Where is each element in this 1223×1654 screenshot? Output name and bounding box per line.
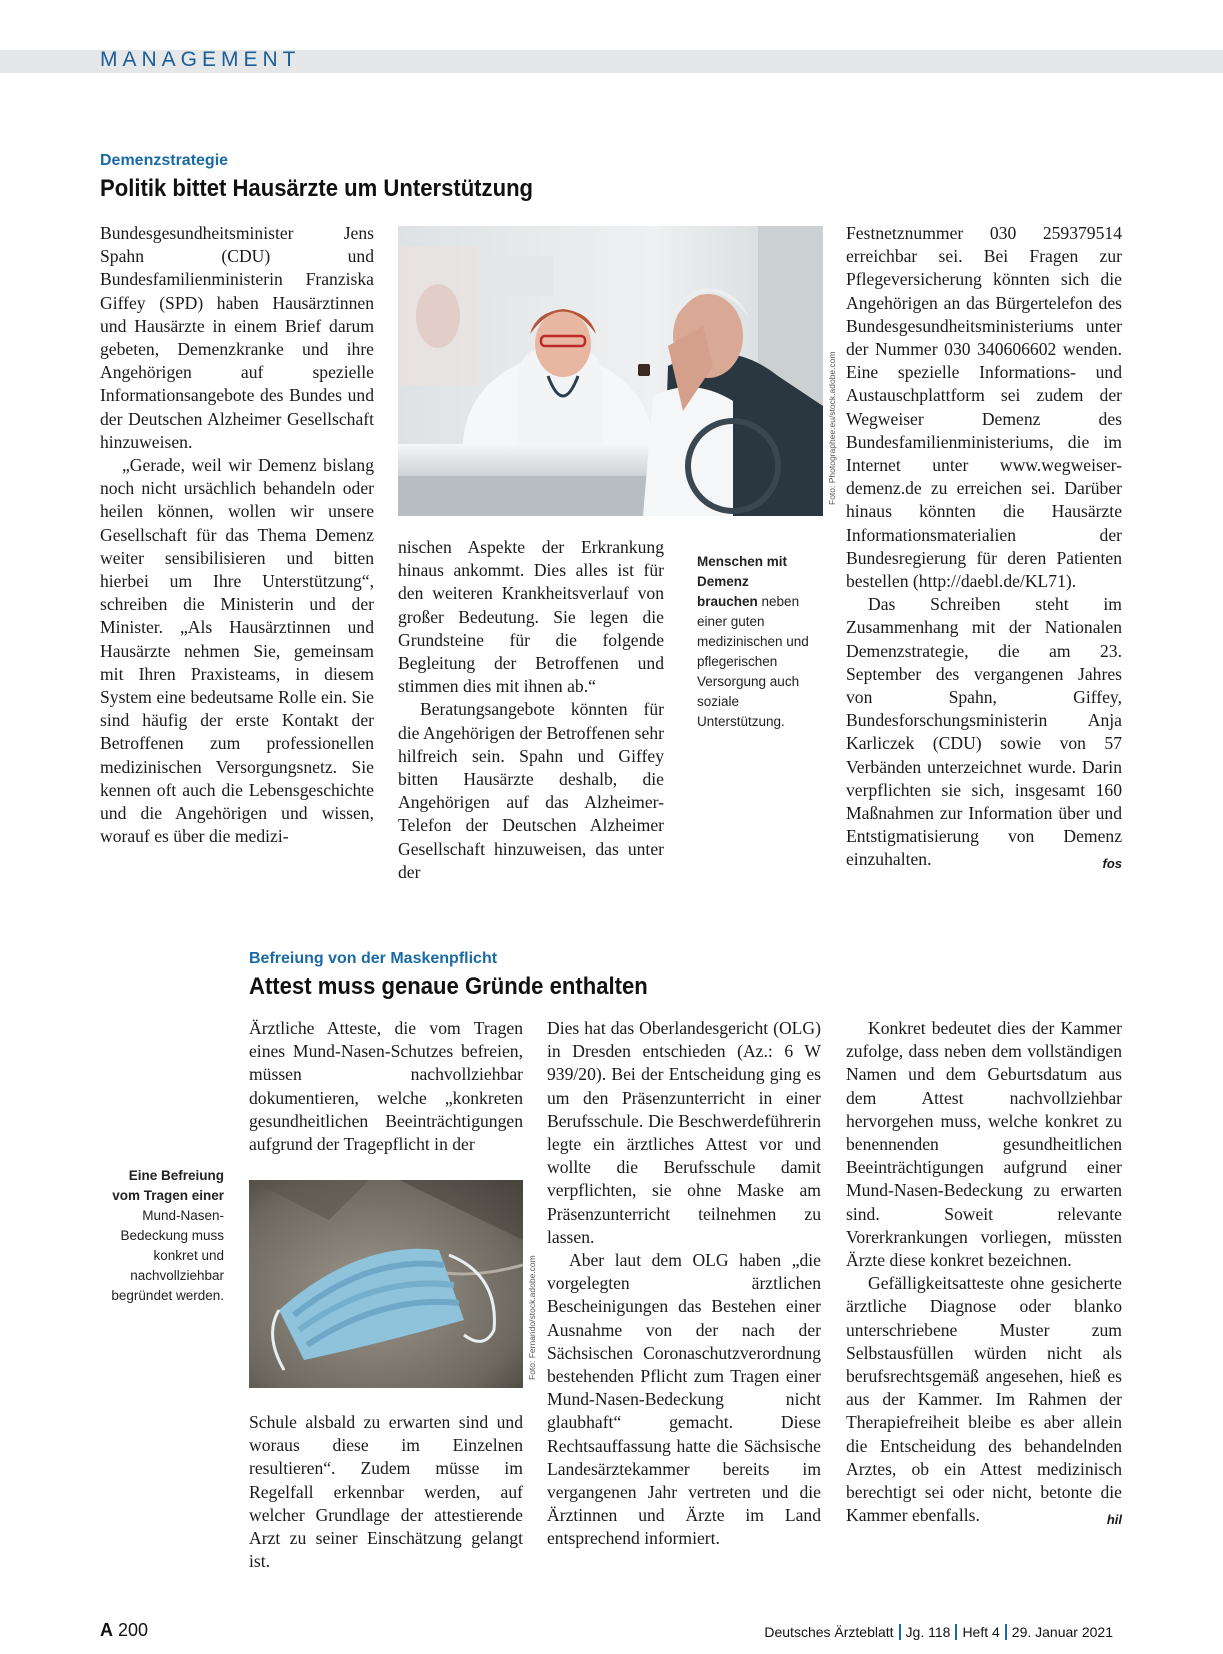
divider bbox=[1005, 1624, 1007, 1640]
paragraph: „Gerade, weil wir Demenz bislang noch nicht ursächlich behandeln oder heilen können, wollen wir unsere Gesellschaft für das Thema Demenz weiter sensibilisieren und bitten hierbei um Ihre Unterstützung“, schreiben die Ministerin und der Minister. „Als Hausärztinnen und Hausärzte nehmen Sie, gemeinsam mit Ihren Praxisteams, in diesem System eine bedeutsame Rolle ein. Sie sind häufig der erste Kontakt der Betroffenen zum professionellen medizinischen Versorgungsnetz. Sie kennen oft auch die Lebensgeschichte und die Angehörigen und wissen, worauf es über die medizi- bbox=[100, 455, 374, 847]
paragraph: Aber laut dem OLG haben „die vorgelegten ärztlichen Bescheinigungen das Bestehen einer Ausnahme von der nach der Sächsischen Coronaschutzverordnung bestehenden Pflicht zum Tragen einer Mund-Nasen-Bedeckung nicht glaubhaft“ gemacht. Diese Rechtsauffassung hatte die Sächsische Landesärztekammer bereits im vergangenen Jahr vertreten und die Ärztinnen und Ärzte im Land entsprechend informiert. bbox=[547, 1250, 821, 1549]
caption-lead: Menschen mit Demenz brauchen bbox=[697, 554, 788, 609]
article1-kicker: Demenzstrategie bbox=[100, 152, 229, 169]
article1-photo-credit: Foto: Photographee.eu/stock.adobe.com bbox=[827, 351, 837, 505]
paragraph: Schule alsbald zu erwarten sind und woraus diese im Einzelnen resultieren“. Zudem müsse im Regelfall erkennbar werden, auf welcher Grundlage der attestierende Arzt zu seiner Einschätzung gelangt ist. bbox=[249, 1412, 523, 1572]
page-prefix: A bbox=[100, 1620, 113, 1640]
article1-headline: Politik bittet Hausärzte um Unterstützung bbox=[100, 175, 534, 202]
divider bbox=[955, 1624, 957, 1640]
page-number bbox=[100, 1620, 148, 1641]
article2-kicker: Befreiung von der Maskenpflicht bbox=[249, 950, 498, 967]
paragraph: Dies hat das Oberlandesgericht (OLG) in Dresden entschieden (Az.: 6 W 939/20). Bei der Entscheidung ging es um den Präsenzunterricht in einer Berufsschule. Die Beschwerdeführerin legte ein ärztliches Attest vor und wollte die Berufsschule damit verpflichten, sie ohne Maske am Präsenzunterricht teilnehmen zu lassen. bbox=[547, 1018, 821, 1247]
caption-text: neben einer guten medizinischen und pflegerischen Versorgung auch soziale Unterstützung. bbox=[697, 594, 809, 729]
caption-text: Mund-Nasen-Bedeckung muss konkret und nachvollziehbar begründet werden. bbox=[111, 1208, 224, 1303]
divider bbox=[899, 1624, 901, 1640]
article2-photo-mask bbox=[249, 1180, 523, 1388]
paragraph: Ärztliche Atteste, die vom Tragen eines Mund-Nasen-Schutzes befreien, müssen nachvollziehbar dokumentieren, welche „konkreten gesundheitlichen Beeinträchtigungen aufgrund der Tragepflicht in der bbox=[249, 1018, 523, 1155]
journal-date: 29. Januar 2021 bbox=[1011, 1624, 1113, 1640]
caption-lead: Eine Befreiung vom Tragen einer bbox=[112, 1168, 224, 1203]
mask-image bbox=[249, 1180, 523, 1388]
journal-volume: Jg. 118 bbox=[905, 1624, 951, 1640]
paragraph-text: Gefälligkeitsatteste ohne gesicherte ärztliche Diagnose oder blanko unterschriebene Muster zum Selbstausfüllen würden nicht als berufsrechtsgemäß angesehen, hieß es aus der Kammer. Im Rahmen der Therapiefreiheit bleibe es aber allein die Entscheidung des behandelnden Arztes, ob ein Attest medizinisch berechtigt sei oder nicht, betonte die Kammer ebenfalls. bbox=[846, 1273, 1122, 1526]
paragraph: Bundesgesundheitsminister Jens Spahn (CDU) und Bundesfamilienministerin Franziska Giffey (SPD) haben Hausärztinnen und Hausärzte in einem Brief darum gebeten, Demenzkranke und ihre Angehörigen auf spezielle Informationsangebote des Bundes und der Deutschen Alzheimer Gesellschaft hinzuweisen. bbox=[100, 223, 374, 452]
article1-photo-caption bbox=[697, 552, 809, 732]
article1-column-3 bbox=[846, 222, 1122, 876]
journal-issue: Heft 4 bbox=[962, 1624, 1000, 1640]
article2-column-1-bottom bbox=[249, 1411, 523, 1573]
article1-photo-doctor-patient bbox=[398, 226, 823, 516]
doctor-patient-image bbox=[398, 226, 823, 516]
journal-name: Deutsches Ärzteblatt bbox=[764, 1624, 894, 1640]
journal-info bbox=[764, 1624, 1113, 1640]
article2-column-3 bbox=[846, 1017, 1122, 1531]
article1-column-1 bbox=[100, 222, 374, 848]
paragraph-text: Das Schreiben steht im Zusammenhang mit der Nationalen Demenzstrategie, die am 23. September des vergangenen Jahres von Spahn, Giffey, Bundesforschungsministerin Anja Karliczek (CDU) sowie von 57 Verbänden unterzeichnet wurde. Darin verpflichten sie sich, insgesamt 160 Maßnahmen zur Information über und Entstigmatisierung von Demenz einzuhalten. bbox=[846, 594, 1122, 870]
article2-column-1-top bbox=[249, 1017, 523, 1156]
article1-column-2 bbox=[398, 536, 664, 884]
section-label: MANAGEMENT bbox=[100, 48, 301, 71]
paragraph: Beratungsangebote könnten für die Angehörigen der Betroffenen sehr hilfreich sein. Spahn und Giffey bitten Hausärzte deshalb, die Angehörigen auf das Alzheimer-Telefon der Deutschen Alzheimer Gesellschaft hinzuweisen, das unter der bbox=[398, 699, 664, 882]
paragraph: Festnetznummer 030 259379514 erreichbar sei. Bei Fragen zur Pflegeversicherung könnten sich die Angehörigen an das Bürgertelefon des Bundesgesundheitsministeriums unter der Nummer 030 340606602 wenden. Eine spezielle Informations- und Austauschplattform sei zudem der Wegweiser Demenz des Bundesfamilienministeriums, die im Internet unter www.wegweiser-demenz.de zu erreichen sei. Darüber hinaus könnten die Hausärzte Informationsmaterialien der Bundesregierung für deren Patienten bestellen (http://daebl.de/KL71). bbox=[846, 223, 1122, 592]
paragraph bbox=[846, 1272, 1122, 1527]
article2-headline: Attest muss genaue Gründe enthalten bbox=[249, 973, 648, 1000]
paragraph: Konkret bedeutet dies der Kammer zufolge, dass neben dem vollständigen Namen und dem Geburtsdatum aus dem Attest nachvollziehbar hervorgehen muss, welche konkret zu benennenden gesundheitlichen Beeinträchtigungen aufgrund einer Mund-Nasen-Bedeckung zu erwarten sind. Soweit relevante Vorerkrankungen vorliegen, müssten Ärzte diese konkret bezeichnen. bbox=[846, 1018, 1122, 1271]
page-number-value: 200 bbox=[118, 1620, 149, 1640]
paragraph: nischen Aspekte der Erkrankung hinaus ankommt. Dies alles ist für den weiteren Krankheitsverlauf von großer Bedeutung. Sie legen die Grundsteine für die folgende Begleitung der Betroffenen und stimmen dies mit ihnen ab.“ bbox=[398, 537, 664, 697]
article1-signature: fos bbox=[1102, 856, 1122, 872]
paragraph bbox=[846, 593, 1122, 871]
article2-photo-credit: Foto: Fernando/stock.adobe.com bbox=[527, 1255, 537, 1380]
article2-column-2 bbox=[547, 1017, 821, 1551]
article2-photo-caption bbox=[100, 1166, 224, 1306]
article2-signature: hil bbox=[1106, 1512, 1122, 1528]
